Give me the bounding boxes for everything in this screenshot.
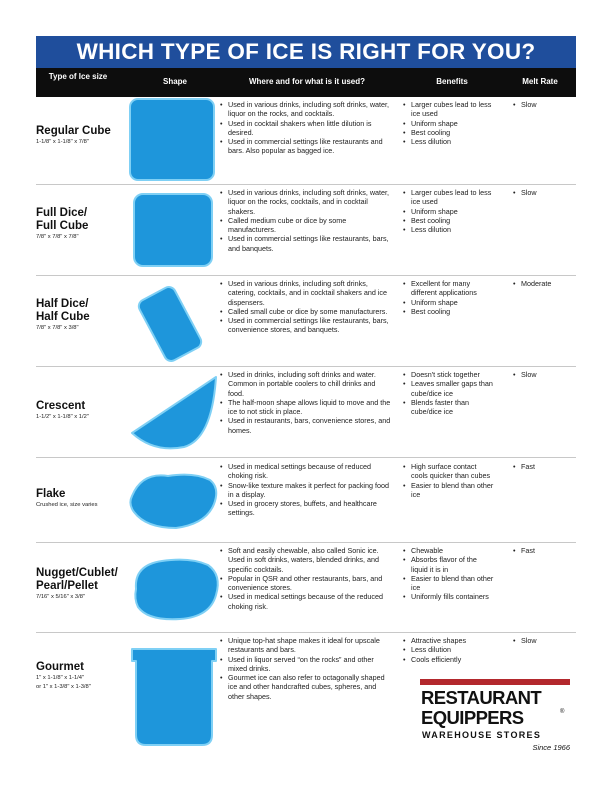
page-title: WHICH TYPE OF ICE IS RIGHT FOR YOU? — [36, 36, 576, 68]
table-row — [36, 458, 576, 542]
list-item: • Used in various drinks, including soft drinks, catering, cocktails, and in cocktail shakers and ice dispensers. — [220, 279, 392, 307]
list-item: • The half-moon shape allows liquid to move and the ice to not stick in place. — [220, 398, 392, 417]
ice-type-size: 1-1/8" x 1-1/8" x 7/8" — [36, 139, 89, 145]
list-item: • Called small cube or dice by some manufacturers. — [220, 307, 392, 316]
list-item: • Used in liquor served “on the rocks” and other mixed drinks. — [220, 655, 392, 674]
ice-type-name-line2: Half Cube — [36, 311, 90, 323]
logo-bar — [420, 679, 570, 685]
header-melt: Melt Rate — [522, 77, 558, 86]
logo-line1: RESTAURANT — [421, 687, 542, 708]
table-header — [36, 68, 576, 97]
melt-rate: • Slow — [513, 636, 575, 645]
table-row — [36, 185, 576, 275]
list-item: • Excellent for many different applications — [403, 279, 495, 298]
table-row — [36, 543, 576, 632]
table-row — [36, 276, 576, 366]
list-item: • Leaves smaller gaps than cube/dice ice — [403, 379, 495, 398]
uses-list — [220, 636, 392, 701]
regular-cube-icon — [124, 97, 224, 184]
melt-rate: • Fast — [513, 546, 575, 555]
melt-rate: • Fast — [513, 462, 575, 471]
list-item: • High surface contact cools quicker than cubes — [403, 462, 495, 481]
list-item: • Used in commercial settings like restaurants and bars. Also popular as bagged ice. — [220, 137, 392, 156]
list-item: • Absorbs flavor of the liquid it is in — [403, 555, 495, 574]
list-item: • Uniform shape — [403, 298, 495, 307]
uses-list — [220, 546, 392, 611]
ice-type-size: 7/16" x 5/16" x 3/8" — [36, 594, 86, 600]
list-item: • Used in drinks, including soft drinks and water. Common in portable coolers to chill drinks and food. — [220, 370, 392, 398]
uses-list — [220, 370, 392, 435]
list-item: • Used in various drinks, including soft drinks, water, liquor on the rocks, cocktails, and in cocktail shakers. — [220, 188, 392, 216]
list-item: • Larger cubes lead to less ice used — [403, 100, 495, 119]
ice-type-size: Crushed ice, size varies — [36, 502, 98, 508]
ice-type-size: 7/8" x 7/8" x 3/8" — [36, 325, 79, 331]
list-item: • Chewable — [403, 546, 495, 555]
list-item: • Popular in QSR and other restaurants, bars, and convenience stores. — [220, 574, 392, 593]
melt-rate: • Slow — [513, 370, 575, 379]
ice-type-size: 7/8" x 7/8" x 7/8" — [36, 234, 79, 240]
list-item: • Uniform shape — [403, 119, 495, 128]
list-item: • Less dilution — [403, 137, 495, 146]
list-item: • Gourmet ice can also refer to octagonally shaped ice and other handcrafted cubes, spheres, and other shapes. — [220, 673, 392, 701]
ice-type-size: 1-1/2" x 1-1/8" x 1/2" — [36, 414, 89, 420]
benefits-list — [403, 188, 495, 234]
list-item: • Unique top-hat shape makes it ideal for upscale restaurants and bars. — [220, 636, 392, 655]
uses-list — [220, 100, 392, 156]
uses-list — [220, 462, 392, 518]
ice-type-name: Crescent — [36, 400, 86, 412]
nugget-icon — [124, 553, 224, 625]
benefits-list — [403, 462, 495, 499]
list-item: • Used in restaurants, bars, convenience stores, and homes. — [220, 416, 392, 435]
list-item: • Best cooling — [403, 128, 495, 137]
list-item: • Less dilution — [403, 225, 495, 234]
list-item: • Used in cocktail shakers when little dilution is desired. — [220, 119, 392, 138]
list-item: • Used in commercial settings like restaurants, bars, and banquets. — [220, 234, 392, 253]
header-benefits: Benefits — [436, 77, 468, 86]
list-item: • Easier to blend than other ice — [403, 481, 495, 500]
list-item: • Used in various drinks, including soft drinks, water, liquor on the rocks, and cocktails. — [220, 100, 392, 119]
table-row — [36, 367, 576, 457]
benefits-list — [403, 100, 495, 146]
list-item: • Used in commercial settings like restaurants, bars, convenience stores, and banquets. — [220, 316, 392, 335]
ice-type-name-line2: Pearl/Pellet — [36, 580, 99, 592]
half-dice-icon — [124, 280, 224, 364]
ice-type-name: Nugget/Cublet/ — [36, 567, 118, 579]
ice-type-size-line2: or 1" x 1-3/8" x 1-3/8" — [36, 683, 91, 690]
restaurant-equippers-logo — [420, 679, 570, 759]
ice-type-size: 1" x 1-1/8" x 1-1/4" — [36, 675, 85, 681]
ice-type-name-line2: Full Cube — [36, 220, 89, 232]
full-dice-icon — [124, 191, 224, 269]
list-item: • Called medium cube or dice by some manufacturers. — [220, 216, 392, 235]
header-where: Where and for what is it used? — [248, 77, 365, 86]
ice-type-name: Gourmet — [36, 661, 84, 673]
melt-rate: • Slow — [513, 188, 575, 197]
melt-rate: • Slow — [513, 100, 575, 109]
benefits-list — [403, 370, 495, 416]
table-row — [36, 97, 576, 184]
ice-type-name: Regular Cube — [36, 125, 111, 137]
uses-list — [220, 279, 392, 335]
ice-type-name: Half Dice/ — [36, 298, 89, 310]
list-item: • Doesn't stick together — [403, 370, 495, 379]
crescent-icon — [124, 373, 224, 453]
list-item: • Best cooling — [403, 216, 495, 225]
ice-type-name: Full Dice/ — [36, 207, 88, 219]
header-shape: Shape — [162, 77, 187, 86]
logo-tagline: Since 1966 — [532, 743, 570, 752]
logo-line2: EQUIPPERS — [421, 707, 524, 728]
melt-rate: • Moderate — [513, 279, 575, 288]
list-item: • Used in medical settings because of reduced choking risk. — [220, 462, 392, 481]
list-item: • Easier to blend than other ice — [403, 574, 495, 593]
list-item: • Larger cubes lead to less ice used — [403, 188, 495, 207]
benefits-list — [403, 279, 495, 316]
gourmet-icon — [124, 643, 224, 751]
list-item: • Used in grocery stores, buffets, and healthcare settings. — [220, 499, 392, 518]
list-item: • Best cooling — [403, 307, 495, 316]
ice-type-name: Flake — [36, 488, 66, 500]
list-item: • Soft and easily chewable, also called Sonic ice. Used in soft drinks, waters, blended drinks, and specific cocktails. — [220, 546, 392, 574]
uses-list — [220, 188, 392, 253]
list-item: • Used in medical settings because of the reduced choking risk. — [220, 592, 392, 611]
list-item: • Uniformly fills containers — [403, 592, 495, 601]
header-type: Type of Ice size — [48, 72, 108, 81]
list-item: • Attractive shapes — [403, 636, 495, 645]
list-item: • Snow-like texture makes it perfect for packing food in a display. — [220, 481, 392, 500]
benefits-list — [403, 636, 495, 664]
list-item: • Less dilution — [403, 645, 495, 654]
logo-line3: WAREHOUSE STORES — [422, 730, 542, 740]
registered-mark: ® — [560, 709, 565, 715]
list-item: • Blends faster than cube/dice ice — [403, 398, 495, 417]
flake-icon — [124, 466, 224, 538]
list-item: • Uniform shape — [403, 207, 495, 216]
benefits-list — [403, 546, 495, 602]
list-item: • Cools efficiently — [403, 655, 495, 664]
